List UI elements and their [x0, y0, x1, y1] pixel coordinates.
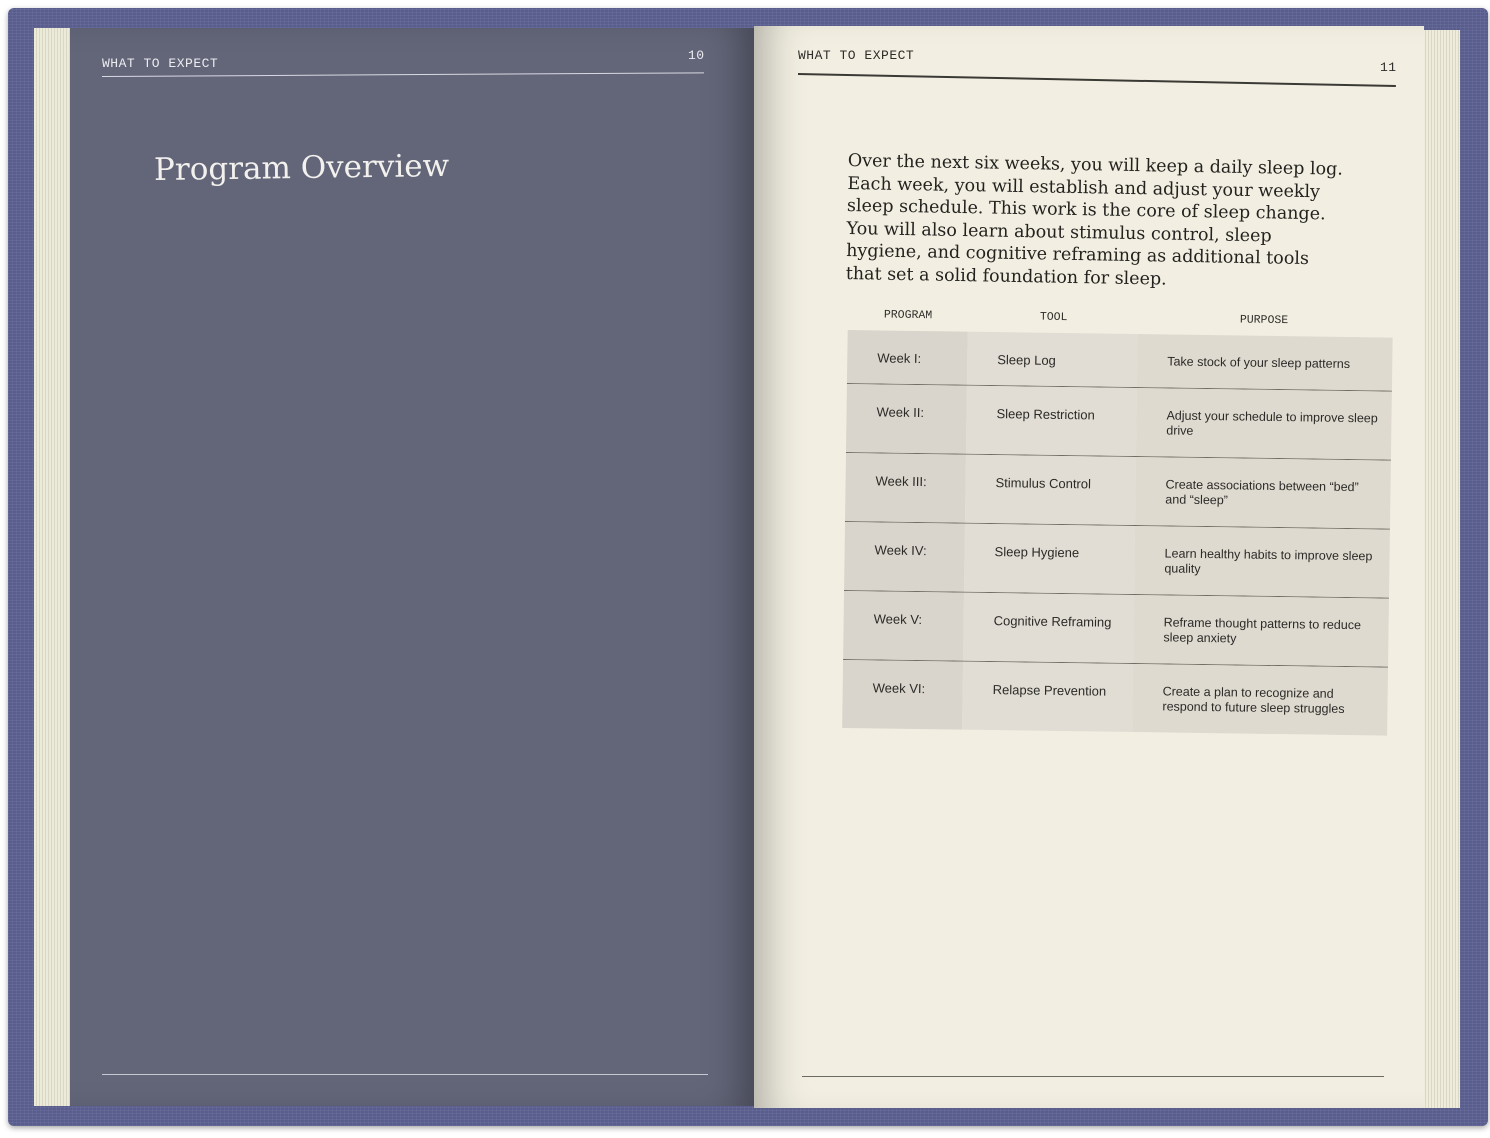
table-row: [842, 660, 1388, 736]
header-rule: [102, 72, 704, 77]
header-rule: [798, 73, 1396, 87]
running-head: WHAT TO EXPECT: [798, 48, 915, 63]
table-row: [846, 384, 1392, 461]
purpose-cell: Learn healthy habits to improve sleep quality: [1134, 526, 1390, 598]
program-cell: Week III:: [845, 453, 966, 523]
page-number: 11: [1380, 60, 1397, 75]
page-title: Program Overview: [153, 147, 450, 189]
tool-cell: Relapse Prevention: [962, 662, 1133, 732]
program-cell: Week IV:: [844, 522, 965, 592]
table-row: [847, 330, 1393, 392]
program-cell: Week II:: [846, 384, 967, 454]
footer-rule: [802, 1076, 1384, 1077]
program-cell: Week V:: [843, 591, 964, 661]
program-cell: Week I:: [847, 330, 968, 385]
left-page: [70, 28, 754, 1106]
footer-rule: [102, 1074, 708, 1075]
tool-cell: Sleep Log: [967, 332, 1138, 387]
purpose-cell: Adjust your schedule to improve sleep drive: [1136, 388, 1392, 460]
purpose-cell: Create a plan to recognize and respond to future sleep struggles: [1132, 664, 1388, 736]
table-row: [845, 453, 1391, 530]
intro-paragraph: Over the next six weeks, you will keep a daily sleep log. Each week, you will establish and adjust your weekly sleep schedule. This work is the core of sleep change. You will also learn about stimulus control, sleep hygiene, and cognitive reframing as additional tools that set a solid foundation for sleep.: [845, 150, 1344, 290]
tool-cell: Sleep Restriction: [966, 386, 1137, 456]
purpose-cell: Take stock of your sleep patterns: [1137, 334, 1393, 391]
page-number: 10: [688, 48, 705, 63]
table-row: [843, 591, 1389, 668]
page-edges-left: [34, 28, 74, 1106]
table-row: [844, 522, 1390, 599]
program-table: [842, 308, 1393, 736]
tool-cell: Sleep Hygiene: [964, 524, 1135, 594]
header-program: PROGRAM: [883, 308, 933, 323]
tool-cell: Cognitive Reframing: [963, 593, 1134, 663]
running-head: WHAT TO EXPECT: [102, 56, 219, 71]
purpose-cell: Create associations between “bed” and “sleep”: [1135, 457, 1391, 529]
right-page: [754, 26, 1424, 1108]
header-purpose: PURPOSE: [1239, 313, 1289, 328]
purpose-cell: Reframe thought patterns to reduce sleep anxiety: [1133, 595, 1389, 667]
tool-cell: Stimulus Control: [965, 455, 1136, 525]
program-cell: Week VI:: [842, 660, 963, 730]
header-tool: TOOL: [1039, 310, 1068, 325]
